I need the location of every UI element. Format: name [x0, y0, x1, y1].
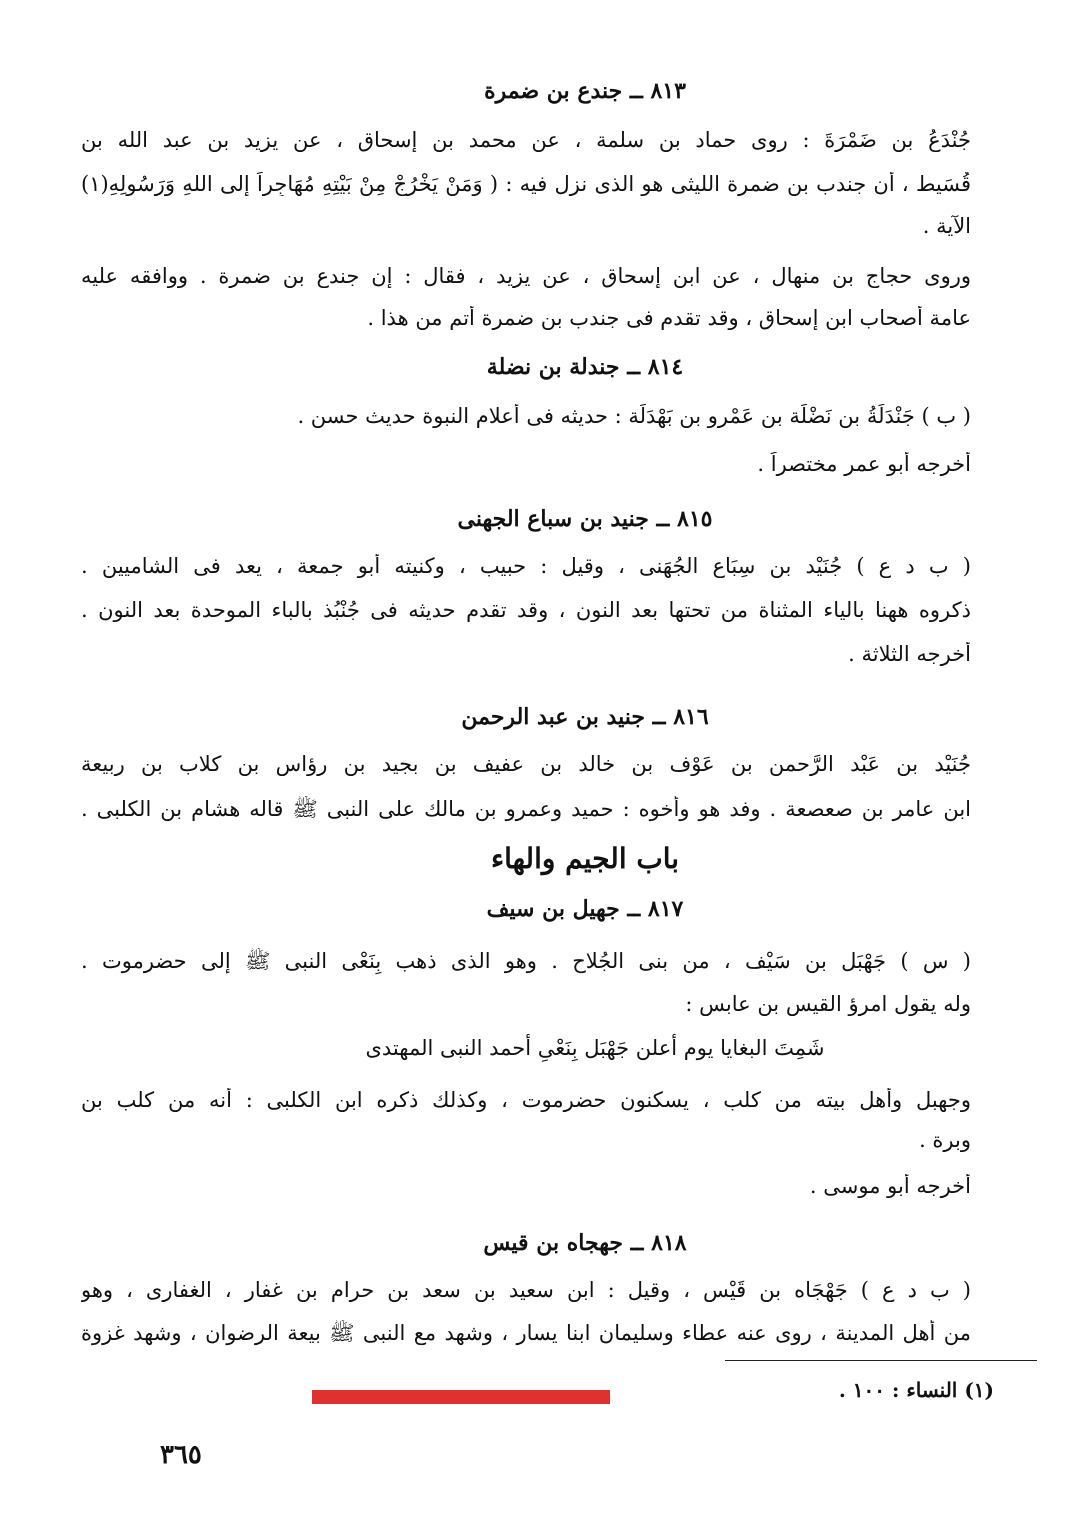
- red-highlight-bar: [312, 1390, 610, 1404]
- text-line-19: من أهل المدينة ، روى عنه عطاء وسليمان ابنا يسار ، وشهد مع النبى ﷺ بيعة الرضوان ، وشهد غزوة: [81, 1321, 971, 1345]
- text-line-16: وبرة .: [919, 1128, 971, 1152]
- text-line-5: عامة أصحاب ابن إسحاق ، وقد تقدم فى جندب بن ضمرة أتم من هذا .: [367, 306, 971, 330]
- entry-heading-813: ٨١٣ ــ جندع بن ضمرة: [484, 78, 686, 104]
- text-line-11: جُنَيْد بن عَبْد الرَّحمن بن عَوْف بن خالد بن عفيف بن بجيد بن رؤاس بن كلاب بن ربيعة: [81, 752, 971, 776]
- text-line-12: ابن عامر بن صعصعة . وفد هو وأخوه : حميد وعمرو بن مالك على النبى ﷺ قاله هشام بن الكلبى .: [81, 797, 971, 821]
- text-line-4: وروى حجاج بن منهال ، عن ابن إسحاق ، عن يزيد ، فقال : إن جندع بن ضمرة . ووافقه عليه: [81, 264, 971, 288]
- chapter-title: باب الجيم والهاء: [490, 842, 680, 875]
- text-line-3: الآية .: [922, 214, 971, 238]
- text-line-14: وله يقول امرؤ القيس بن عابس :: [685, 992, 971, 1016]
- footnote: (١) النساء : ١٠٠ .: [838, 1378, 994, 1402]
- entry-heading-817: ٨١٧ ــ جهيل بن سيف: [486, 896, 684, 922]
- text-line-15: وجهبل وأهل بيته من كلب ، يسكنون حضرموت ، وكذلك ذكره ابن الكلبى : أنه من كلب بن: [81, 1088, 971, 1112]
- text-line-8: ( ب د ع ) جُنَيْد بن سِبَاع الجُهَنى ، وقيل : حبيب ، وكنيته أبو جمعة ، يعد فى الشاميين .: [81, 554, 971, 578]
- text-line-2: قُسَيط ، أن جندب بن ضمرة الليثى هو الذى نزل فيه : ( وَمَنْ يَخْرُجْ مِنْ بَيْتِهِ مُهَاجِراً إلى اللهِ وَرَسُولِهِ(١): [81, 172, 971, 196]
- text-line-7: أخرجه أبو عمر مختصراً .: [757, 452, 971, 476]
- text-line-6: ( ب ) جَنْدَلَةُ بن نَضْلَة بن عَمْرو بن بَهْدَلَة : حديثه فى أعلام النبوة حديث حسن .: [297, 404, 971, 428]
- entry-heading-818: ٨١٨ ــ جهجاه بن قيس: [483, 1230, 687, 1256]
- entry-heading-814: ٨١٤ ــ جندلة بن نضلة: [486, 354, 684, 380]
- page-number: ٣٦٥: [160, 1440, 202, 1470]
- text-line-17: أخرجه أبو موسى .: [809, 1174, 971, 1198]
- poetry-verse: شَمِتَ البغايا يوم أعلن جَهْبَل بِنَعْىِ أحمد النبى المهتدى: [365, 1036, 825, 1060]
- text-line-10: أخرجه الثلاثة .: [848, 642, 971, 666]
- text-line-9: ذكروه ههنا بالياء المثناة من تحتها بعد النون ، وقد تقدم حديثه فى جُنْبُذ بالباء الموحدة بعد النون .: [81, 598, 971, 622]
- text-line-1: جُنْدَعُ بن ضَمْرَةَ : روى حماد بن سلمة ، عن محمد بن إسحاق ، عن يزيد بن عبد الله بن: [81, 128, 971, 152]
- text-line-18: ( ب د ع ) جَهْجَاه بن قَيْس ، وقيل : ابن سعيد بن سعد بن حرام بن غفار ، الغفارى ، وهو: [81, 1278, 971, 1302]
- entry-heading-815: ٨١٥ ــ جنيد بن سباع الجهنى: [457, 506, 713, 532]
- entry-heading-816: ٨١٦ ــ جنيد بن عبد الرحمن: [461, 704, 709, 730]
- footnote-separator: [725, 1360, 1037, 1361]
- text-line-13: ( س ) جَهْبَل بن سَيْف ، من بنى الجُلاح . وهو الذى ذهب بِنَعْى النبى ﷺ إلى حضرموت .: [81, 949, 971, 973]
